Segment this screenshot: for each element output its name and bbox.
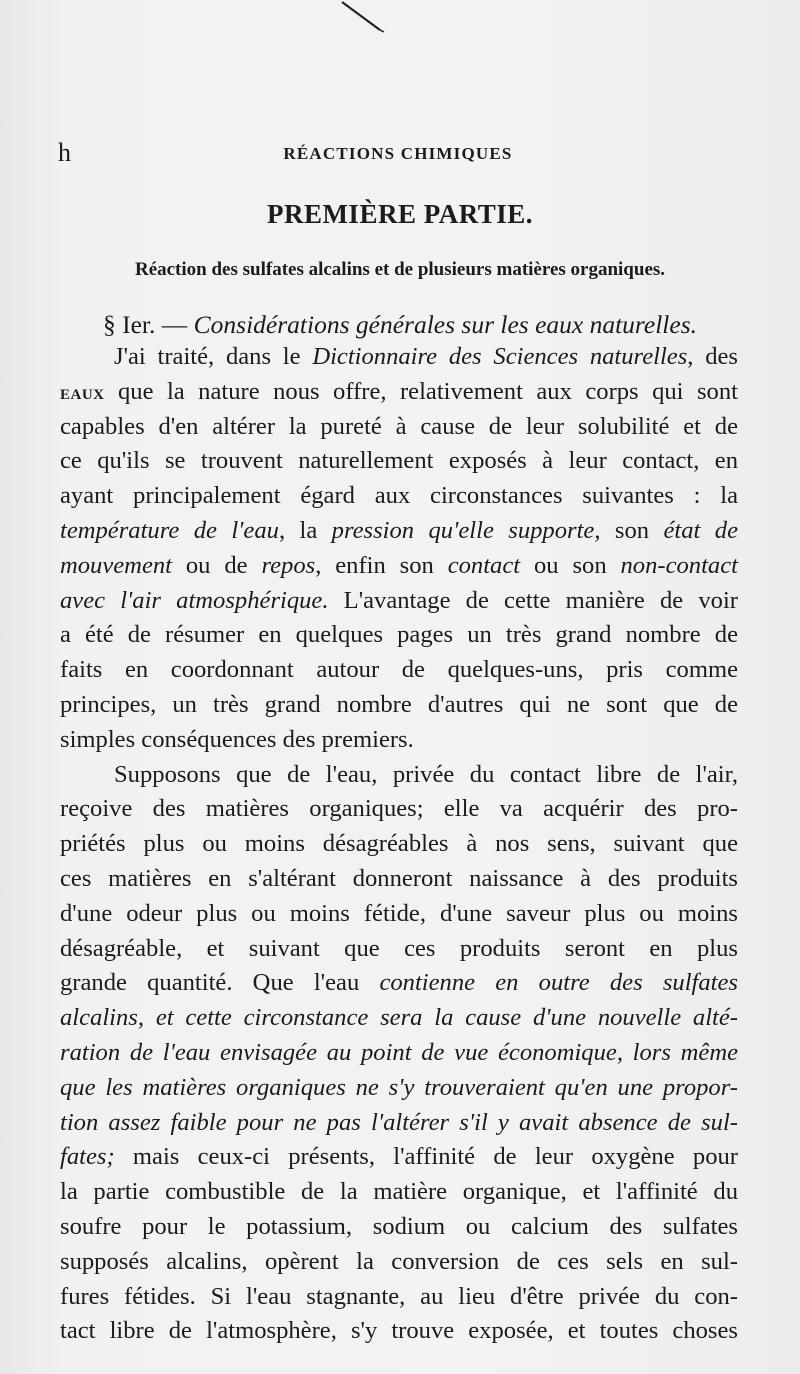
- text-line: [60, 827, 738, 862]
- italic-text: température de l'eau: [60, 516, 279, 544]
- text-line: [60, 549, 738, 584]
- text-line: [60, 1071, 738, 1106]
- text-line: [60, 1280, 738, 1315]
- text-line: [60, 653, 738, 688]
- subsection-title: Considérations générales sur les eaux naturelles.: [193, 310, 697, 339]
- text-segment: que la nature nous offre, relativement aux corps qui sont: [104, 377, 738, 405]
- italic-text: non-contact: [620, 551, 738, 579]
- italic-text: avec l'air atmosphérique.: [60, 586, 329, 614]
- text-segment: d'une odeur plus ou moins fétide, d'une saveur plus ou moins: [60, 899, 738, 927]
- text-line: [60, 862, 738, 897]
- text-line: [60, 1106, 738, 1141]
- text-segment: , la: [278, 516, 332, 544]
- pen-stroke-mark: [340, 0, 400, 40]
- section-title: Réaction des sulfates alcalins et de plusieurs matières organiques.: [134, 259, 666, 280]
- text-line: [60, 932, 738, 967]
- text-line: [60, 723, 738, 758]
- text-segment: a été de résumer en quelques pages un très grand nombre de: [60, 621, 738, 649]
- text-segment: ces matières en s'altérant donneront naissance à des produits: [60, 864, 738, 892]
- text-line: [60, 584, 738, 619]
- text-segment: supposés alcalins, opèrent la conversion de ces sels en sul-: [60, 1247, 738, 1275]
- italic-text: contienne en outre des sulfates: [379, 969, 738, 997]
- text-segment: , des: [687, 343, 738, 370]
- italic-text: pression qu'elle supporte: [331, 516, 595, 544]
- text-segment: fures fétides. Si l'eau stagnante, au lieu d'être privée du con-: [60, 1282, 738, 1310]
- text-segment: simples conséquences des premiers.: [60, 725, 414, 753]
- text-segment: Supposons que de l'eau, privée du contact libre de l'air,: [114, 760, 738, 788]
- text-line: [60, 1314, 738, 1349]
- text-segment: tact libre de l'atmosphère, s'y trouve exposée, et toutes choses: [60, 1317, 738, 1345]
- italic-text: Dictionnaire des Sciences naturelles: [312, 343, 688, 370]
- text-segment: faits en coordonnant autour de quelques-uns, pris comme: [60, 656, 738, 684]
- text-segment: J'ai traité, dans le: [114, 343, 313, 370]
- text-segment: la partie combustible de la matière organique, et l'affinité du: [60, 1178, 738, 1206]
- text-line: [60, 444, 738, 479]
- text-line: [60, 340, 738, 375]
- text-line: [60, 1210, 738, 1245]
- italic-text: fates;: [60, 1143, 115, 1171]
- text-line: [60, 479, 738, 514]
- italic-text: tion assez faible pour ne pas l'altérer s'il y avait absence de sul-: [60, 1108, 738, 1136]
- italic-text: contact: [447, 551, 521, 579]
- italic-text: repos: [261, 551, 316, 579]
- text-segment: ce qu'ils se trouvent naturellement exposés à leur contact, en: [60, 447, 738, 475]
- text-line: [60, 1245, 738, 1280]
- text-segment: capables d'en altérer la pureté à cause de leur solubilité et de: [60, 412, 738, 440]
- italic-text: ration de l'eau envisagée au point de vue économique, lors même: [60, 1038, 738, 1066]
- text-line: [60, 618, 738, 653]
- body-text: [60, 340, 738, 1349]
- text-segment: reçoive des matières organiques; elle va acquérir des pro-: [60, 795, 738, 823]
- italic-text: état de: [663, 516, 738, 544]
- text-line: [60, 897, 738, 932]
- running-title: RÉACTIONS CHIMIQUES: [283, 144, 513, 163]
- text-segment: désagréable, et suivant que ces produits seront en plus: [60, 934, 738, 962]
- text-line: [60, 792, 738, 827]
- text-segment: L'avantage de cette manière de voir: [328, 586, 738, 614]
- text-segment: mais ceux-ci présents, l'affinité de leur oxygène pour: [114, 1143, 738, 1171]
- text-segment: grande quantité. Que l'eau: [60, 969, 380, 997]
- italic-text: alcalins, et cette circonstance sera la cause d'une nouvelle alté-: [60, 1004, 738, 1032]
- text-segment: ayant principalement égard aux circonstances suivantes : la: [60, 482, 738, 510]
- part-title: PREMIÈRE PARTIE.: [266, 199, 534, 229]
- page-folio: h: [58, 138, 71, 167]
- text-segment: priétés plus ou moins désagréables à nos sens, suivant que: [60, 830, 738, 858]
- text-segment: , son: [594, 516, 664, 544]
- small-caps-text: eaux: [60, 378, 105, 404]
- text-line: [60, 410, 738, 445]
- subsection-symbol: § Ier. —: [103, 310, 194, 339]
- text-line: [60, 1140, 738, 1175]
- italic-text: que les matières organiques ne s'y trouveraient qu'en une propor-: [60, 1073, 738, 1101]
- text-line: [60, 966, 738, 1001]
- text-line: [60, 514, 738, 549]
- text-segment: , enfin son: [315, 551, 448, 579]
- running-head: [58, 138, 738, 168]
- subsection-heading: [60, 308, 740, 342]
- text-line: [60, 375, 738, 410]
- text-segment: ou de: [172, 551, 262, 579]
- text-line: [60, 1036, 738, 1071]
- text-segment: principes, un très grand nombre d'autres qui ne sont que de: [60, 690, 738, 718]
- text-segment: soufre pour le potassium, sodium ou calcium des sulfates: [60, 1212, 738, 1240]
- text-line: [60, 758, 738, 793]
- italic-text: mouvement: [60, 551, 172, 579]
- text-line: [60, 688, 738, 723]
- text-line: [60, 1001, 738, 1036]
- text-line: [60, 1175, 738, 1210]
- text-segment: ou son: [520, 551, 621, 579]
